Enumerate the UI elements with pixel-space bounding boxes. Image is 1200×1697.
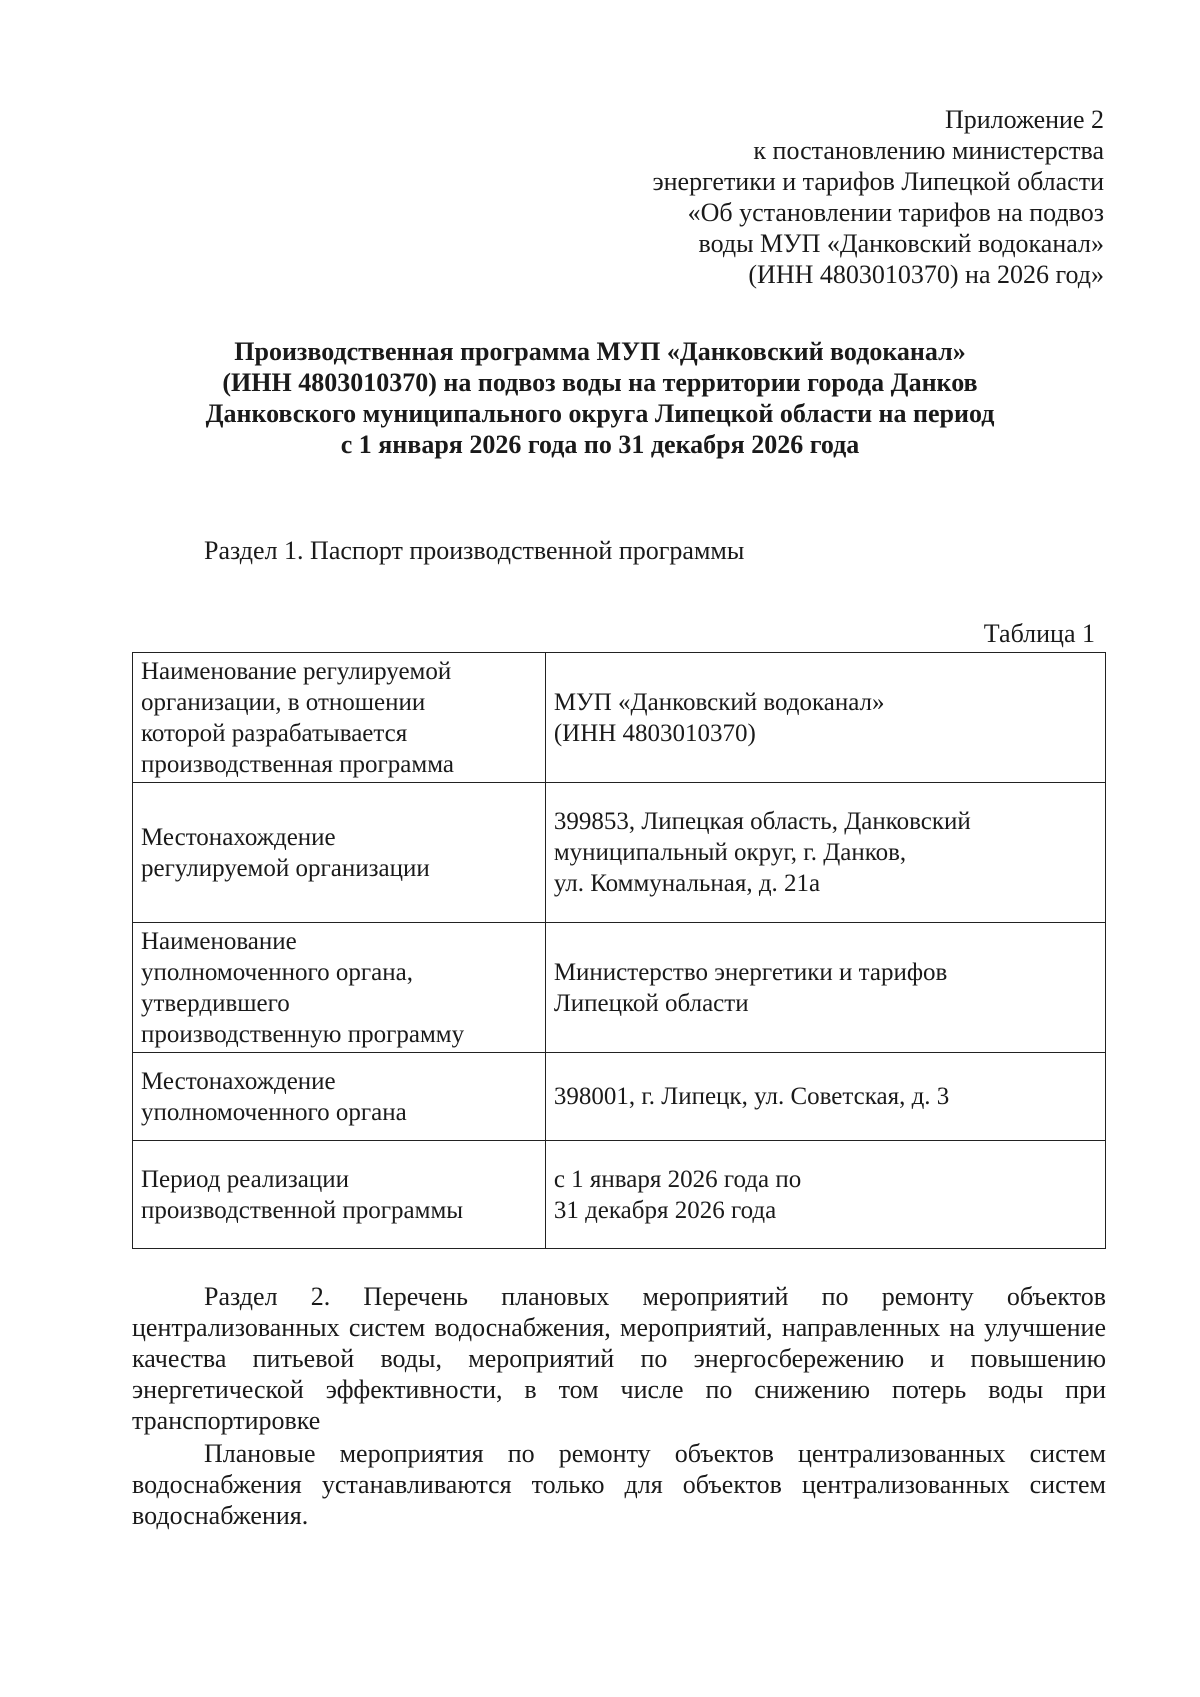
cell-text: уполномоченного органа, (141, 958, 413, 986)
row-value-cell (545, 653, 1105, 783)
appendix-line: к постановлению министерства (753, 136, 1104, 165)
row-value-cell (545, 1141, 1105, 1249)
cell-text: производственной программы (141, 1196, 464, 1224)
cell-text: Липецкой области (553, 989, 749, 1017)
appendix-line: воды МУП «Данковский водоканал» (698, 229, 1104, 258)
table-caption: Таблица 1 (983, 619, 1095, 648)
row-value-cell (545, 1053, 1105, 1141)
row-value-cell (545, 923, 1105, 1053)
title-line: Производственная программа МУП «Данковский водоканал» (234, 337, 966, 366)
table-row (133, 653, 1106, 783)
appendix-line: «Об установлении тарифов на подвоз (687, 198, 1104, 227)
table-row (133, 1053, 1106, 1141)
row-label-cell (133, 653, 546, 783)
cell-text: которой разрабатывается (141, 719, 408, 747)
cell-text: (ИНН 4803010370) (553, 719, 756, 747)
row-value-cell (545, 783, 1105, 923)
row-label-cell (133, 923, 546, 1053)
table-row (133, 783, 1106, 923)
row-label-cell (133, 783, 546, 923)
cell-text: Период реализации (141, 1165, 349, 1193)
cell-text: ул. Коммунальная, д. 21а (553, 870, 821, 897)
cell-text: муниципальный округ, г. Данков, (553, 839, 907, 866)
cell-text: Министерство энергетики и тарифов (553, 958, 948, 986)
cell-text: регулируемой организации (141, 854, 430, 882)
table-row (133, 923, 1106, 1053)
cell-text: Наименование (141, 927, 297, 955)
cell-text: с 1 января 2026 года по (553, 1165, 802, 1193)
cell-text: уполномоченного органа (141, 1098, 407, 1126)
title-line: (ИНН 4803010370) на подвоз воды на территории города Данков (222, 368, 978, 397)
cell-text: 399853, Липецкая область, Данковский (553, 808, 971, 835)
appendix-line: Приложение 2 (944, 105, 1104, 134)
cell-text: МУП «Данковский водоканал» (553, 688, 885, 716)
cell-text: производственная программа (141, 750, 454, 778)
cell-text: Местонахождение (141, 1067, 336, 1095)
appendix-line: энергетики и тарифов Липецкой области (652, 167, 1104, 196)
section-2-paragraph: Плановые мероприятия по ремонту объектов централизованных систем водоснабжения устанавливаются только для объектов централизованных систем водоснабжения. (132, 1439, 1106, 1530)
title-line: Данковского муниципального округа Липецкой области на период (205, 399, 995, 428)
appendix-header (504, 104, 1104, 290)
appendix-line: (ИНН 4803010370) на 2026 год» (748, 260, 1104, 289)
section-1-heading: Раздел 1. Паспорт производственной программы (204, 536, 745, 565)
title-line: с 1 января 2026 года по 31 декабря 2026 года (340, 430, 860, 459)
section-2-heading: Раздел 2. Перечень плановых мероприятий по ремонту объектов централизованных систем водоснабжения, мероприятий, направленных на улучшение качества питьевой воды, мероприятий по энергосбережению и повышению энергетической эффективности, в том числе по снижению потерь воды при транспортировке (132, 1282, 1106, 1435)
cell-text: производственную программу (141, 1020, 465, 1048)
cell-text: утвердившего (141, 989, 290, 1017)
cell-text: организации, в отношении (141, 688, 426, 716)
row-label-cell (133, 1141, 546, 1249)
passport-table (132, 652, 1106, 1249)
document-title (120, 336, 1080, 460)
cell-text: 398001, г. Липецк, ул. Советская, д. 3 (553, 1083, 950, 1110)
cell-text: 31 декабря 2026 года (553, 1196, 777, 1224)
table-row (133, 1141, 1106, 1249)
row-label-cell (133, 1053, 546, 1141)
cell-text: Наименование регулируемой (141, 657, 452, 685)
cell-text: Местонахождение (141, 823, 336, 851)
